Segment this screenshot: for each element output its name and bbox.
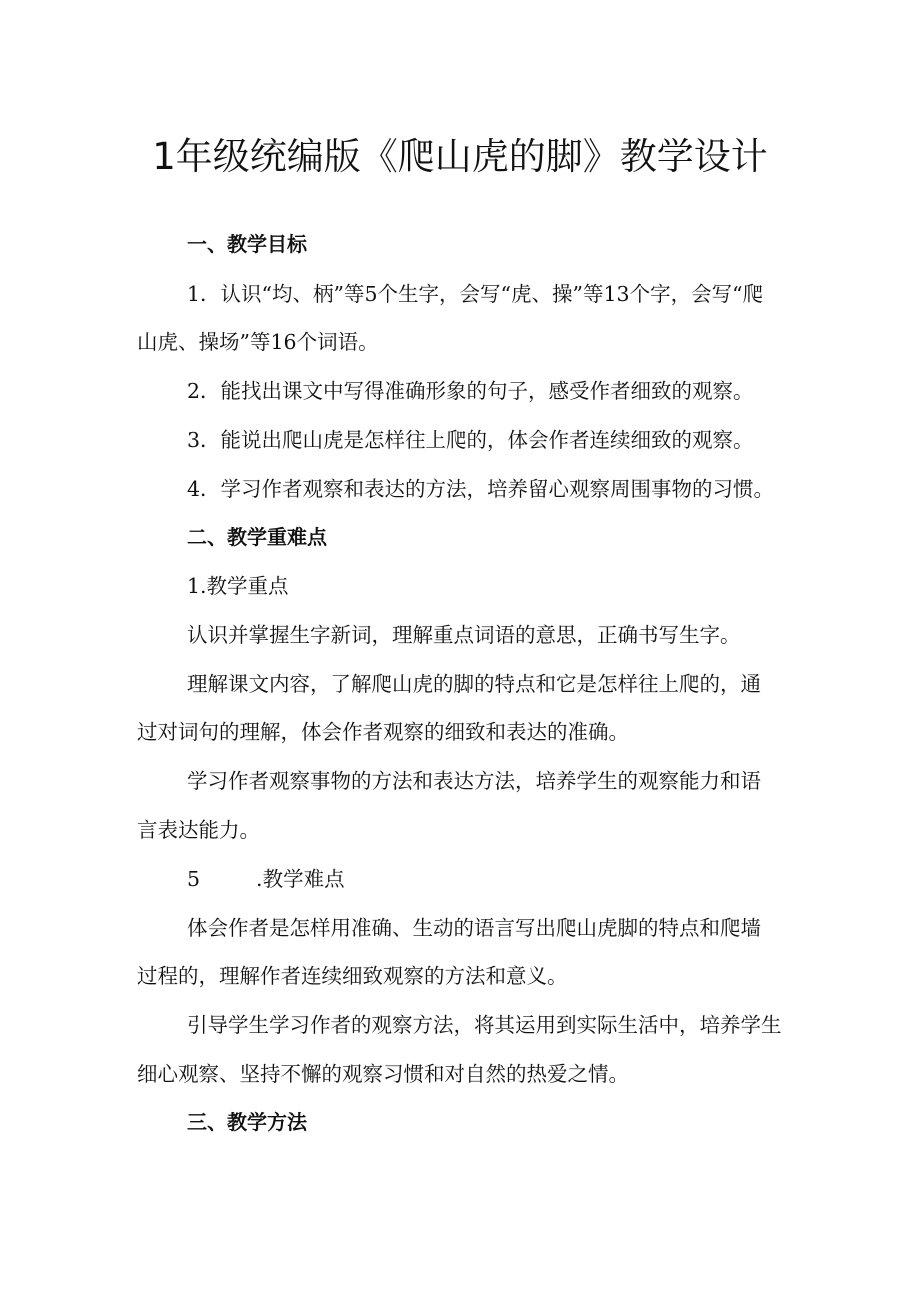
key-point-paragraph-3-line-2: 言表达能力。 bbox=[137, 818, 260, 842]
subheading-difficult-points-number: 5 bbox=[187, 867, 201, 891]
key-point-paragraph-1: 认识并掌握生字新词，理解重点词语的意思，正确书写生字。 bbox=[187, 623, 741, 647]
goal-item-4: 4．学习作者观察和表达的方法，培养留心观察周围事物的习惯。 bbox=[187, 477, 775, 501]
goal-item-1-line-1: 1．认识“均、柄”等5个生字，会写“虎、操”等13个字，会写“爬 bbox=[187, 282, 764, 306]
section-heading-teaching-goals: 一、教学目标 bbox=[187, 232, 307, 256]
difficult-point-paragraph-2-line-1: 引导学生学习作者的观察方法，将其运用到实际生活中，培养学生 bbox=[187, 1013, 782, 1037]
goal-item-3: 3．能说出爬山虎是怎样往上爬的，体会作者连续细致的观察。 bbox=[187, 428, 754, 452]
key-point-paragraph-3-line-1: 学习作者观察事物的方法和表达方法，培养学生的观察能力和语 bbox=[187, 769, 761, 793]
document-title: 1年级统编版《爬山虎的脚》教学设计 bbox=[152, 135, 768, 178]
difficult-point-paragraph-1-line-2: 过程的，理解作者连续细致观察的方法和意义。 bbox=[137, 964, 568, 988]
subheading-difficult-points bbox=[187, 864, 345, 894]
key-point-paragraph-2-line-2: 过对词句的理解，体会作者观察的细致和表达的准确。 bbox=[137, 720, 629, 744]
subheading-difficult-points-label: .教学难点 bbox=[256, 867, 345, 891]
key-point-paragraph-2-line-1: 理解课文内容，了解爬山虎的脚的特点和它是怎样往上爬的，通 bbox=[187, 672, 761, 696]
section-heading-key-difficult-points: 二、教学重难点 bbox=[187, 525, 327, 549]
difficult-point-paragraph-2-line-2: 细心观察、坚持不懈的观察习惯和对自然的热爱之情。 bbox=[137, 1062, 629, 1086]
subheading-key-points: 1.教学重点 bbox=[187, 574, 289, 598]
goal-item-1-line-2: 山虎、操场”等16个词语。 bbox=[137, 330, 379, 354]
difficult-point-paragraph-1-line-1: 体会作者是怎样用准确、生动的语言写出爬山虎脚的特点和爬墙 bbox=[187, 916, 761, 940]
goal-item-2: 2．能找出课文中写得准确形象的句子，感受作者细致的观察。 bbox=[187, 379, 754, 403]
section-heading-teaching-methods: 三、教学方法 bbox=[187, 1110, 307, 1134]
